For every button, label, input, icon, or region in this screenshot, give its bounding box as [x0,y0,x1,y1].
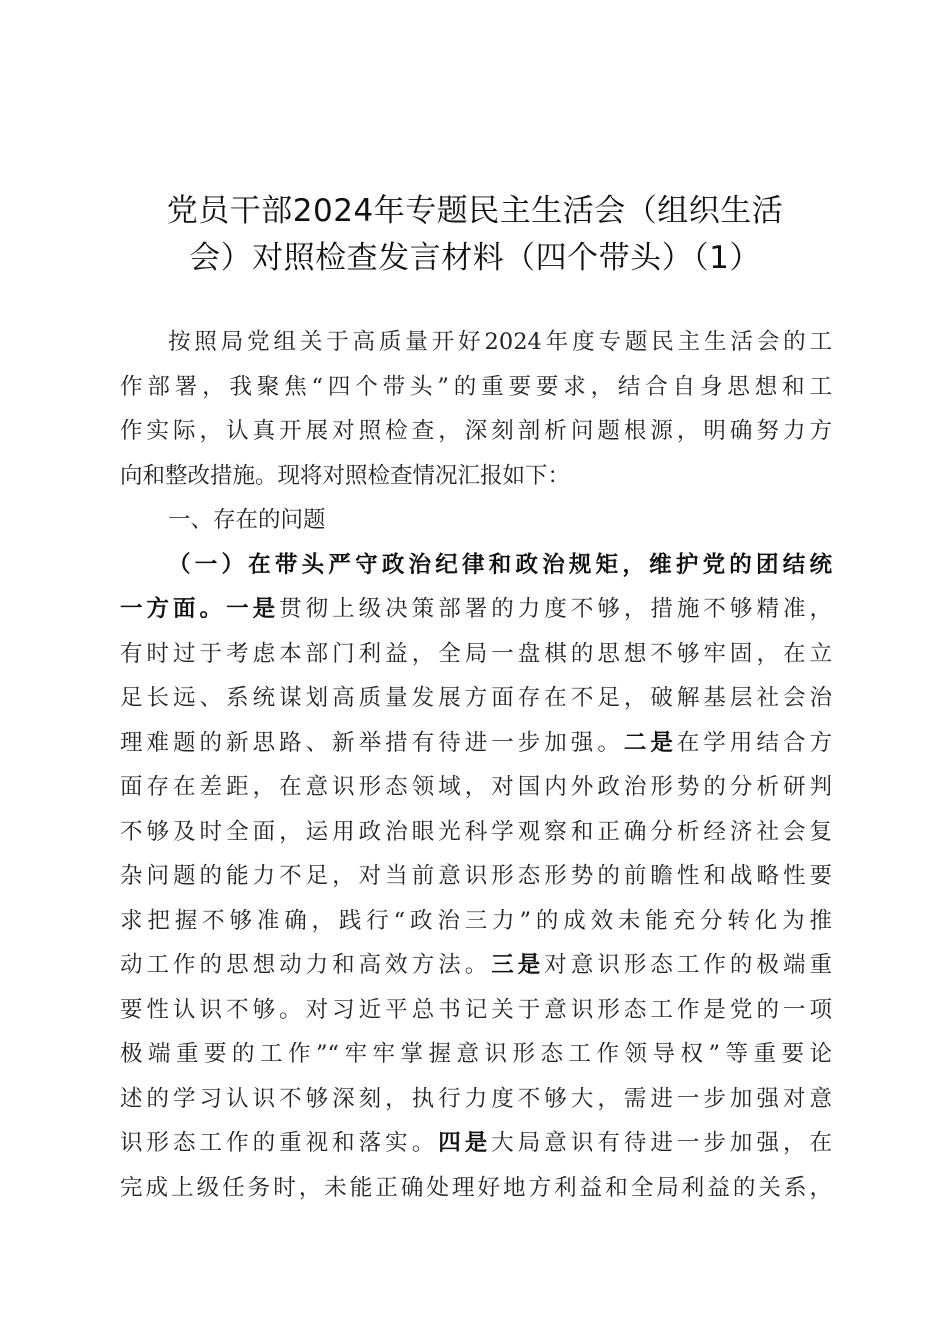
paragraph-line: 有时过于考虑本部门利益，全局一盘棋的思想不够牢固，在立 [120,640,832,667]
paragraph-line: 极端重要的工作”“牢牢掌握意识形态工作领导权”等重要论 [120,1041,832,1067]
subsection-heading-end: 一方面。 [120,596,227,622]
subsection-heading: （一）在带头严守政治纪律和政治规矩，维护党的团结统 [168,551,832,578]
point-text: 贯彻上级决策部署的力度不够，措施不够精准， [279,596,832,622]
paragraph-line: 杂问题的能力不足，对当前意识形态形势的前瞻性和战略性要 [120,863,832,889]
paragraph-line: 面存在差距，在意识形态领域，对国内外政治形势的分析研判 [120,774,832,800]
point-text: 大局意识有待进一步加强，在 [491,1130,832,1156]
paragraph-line [120,721,832,766]
intro-line: 向和整改措施。现将对照检查情况汇报如下： [120,462,571,489]
point-text: 动工作的思想动力和高效方法。 [120,952,492,978]
paragraph-line: 要性认识不够。对习近平总书记关于意识形态工作是党的一项 [120,996,832,1023]
paragraph-line: 求把握不够准确，践行“政治三力”的成效未能充分转化为推 [120,907,832,934]
point-text: 识形态工作的重视和落实。 [120,1130,439,1156]
point-label: 四是 [438,1130,492,1156]
document-body [120,320,832,1210]
point-label: 三是 [491,952,545,978]
document-title [100,188,850,282]
point-text: 在学用结合方 [676,729,832,756]
intro-line: 按照局党组关于高质量开好2024年度专题民主生活会的工 [168,329,832,355]
paragraph-line [120,587,832,632]
title-line-2: 会）对照检查发言材料（四个带头）（1） [189,240,761,276]
point-text: 理难题的新思路、新举措有待进一步加强。 [120,729,624,756]
point-label: 一是 [226,596,280,622]
point-text: 对意识形态工作的极端重 [544,952,832,978]
intro-line: 作部署，我聚焦“四个带头”的重要要求，结合自身思想和工 [120,373,832,400]
intro-line: 作实际，认真开展对照检查，深刻剖析问题根源，明确努力方 [120,418,832,444]
title-line-1: 党员干部2024年专题民主生活会（组织生活 [166,193,784,229]
paragraph-line [120,1121,832,1166]
paragraph-line: 足长远、系统谋划高质量发展方面存在不足，破解基层社会治 [120,685,832,711]
point-label: 二是 [623,729,677,756]
paragraph-line: 述的学习认识不够深刻，执行力度不够大，需进一步加强对意 [120,1085,832,1112]
paragraph-line: 完成上级任务时，未能正确处理好地方利益和全局利益的关系， [120,1174,832,1201]
paragraph-line [120,943,832,988]
section-heading: 一、存在的问题 [168,507,326,533]
paragraph-line: 不够及时全面，运用政治眼光科学观察和正确分析经济社会复 [120,818,832,845]
